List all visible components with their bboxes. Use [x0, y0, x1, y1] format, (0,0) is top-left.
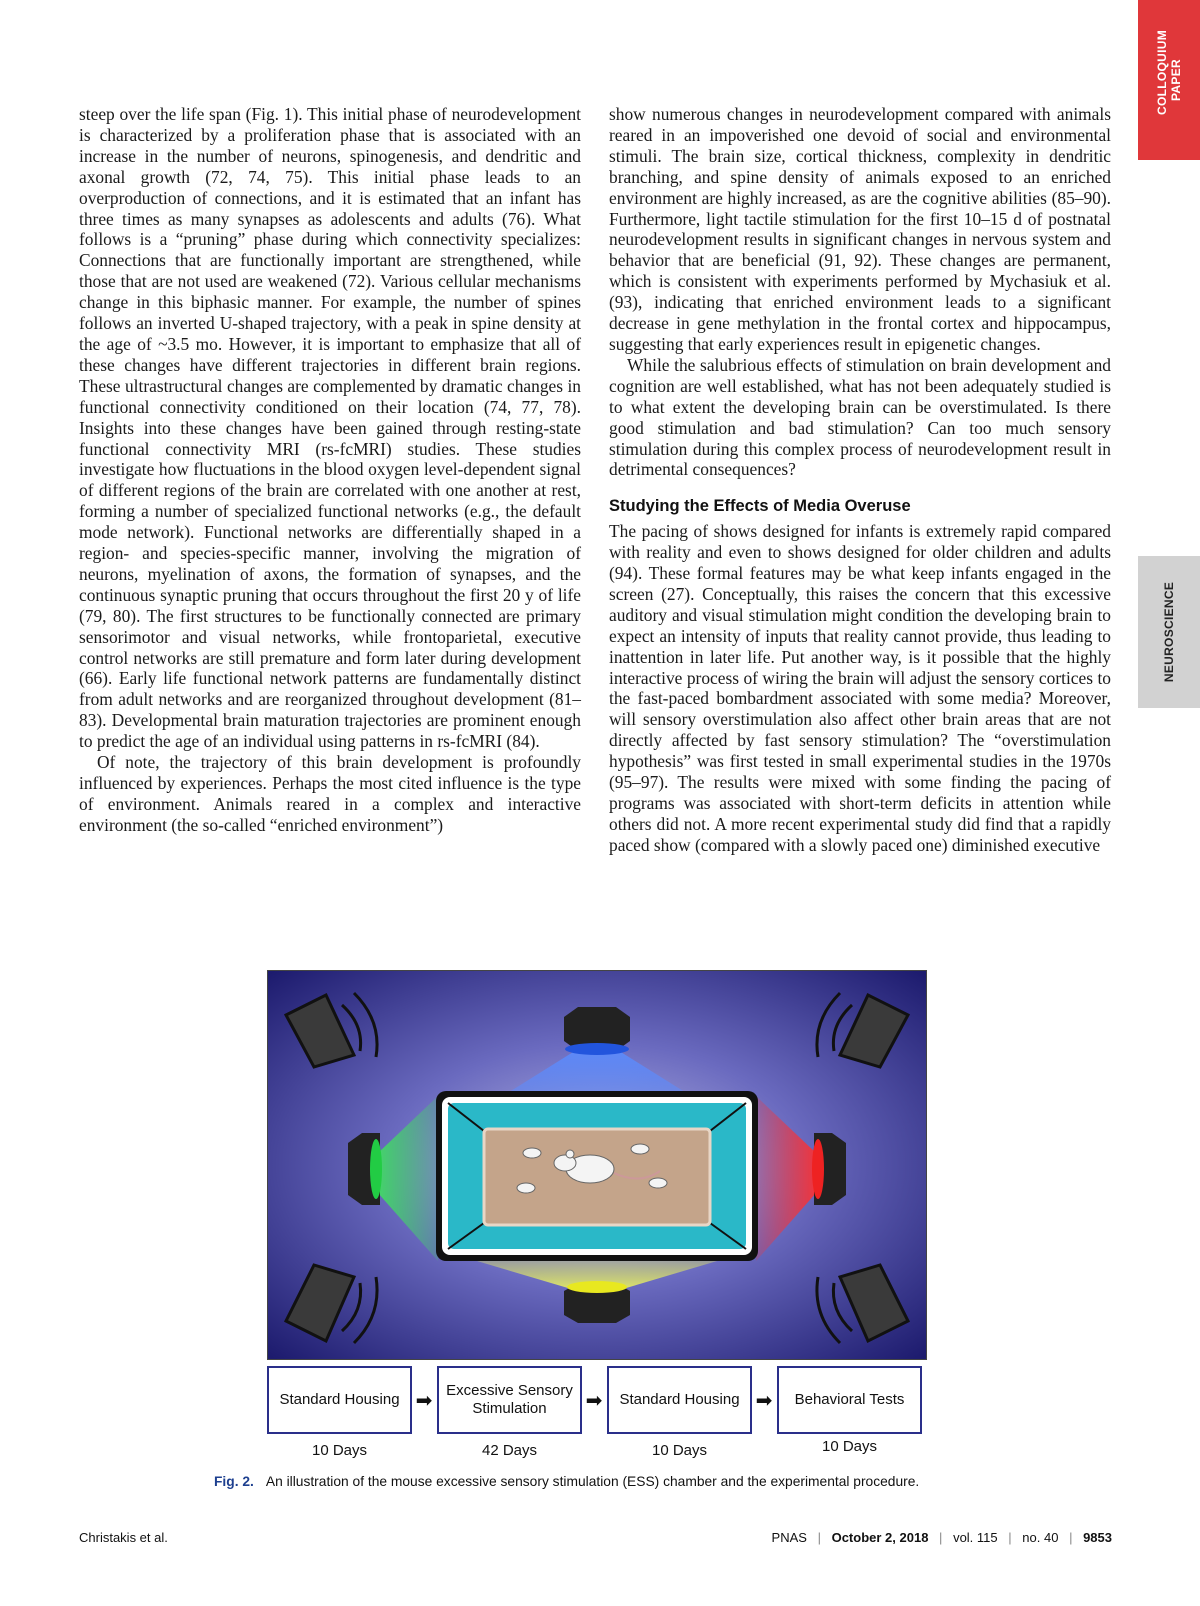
footer-separator: |: [1069, 1530, 1073, 1545]
flow-step-4: Behavioral Tests: [777, 1366, 922, 1434]
flow-step-3: Standard Housing: [607, 1366, 752, 1434]
green-light: [348, 1133, 382, 1205]
footer-separator: |: [817, 1530, 821, 1545]
footer-separator: |: [939, 1530, 943, 1545]
left-paragraph-1: steep over the life span (Fig. 1). This initial phase of neurodevelopment is characterized by a proliferation phase that is associated with an increase in the number of neurons, spinogenesis, and dendritic and axonal growth (72, 74, 75). This initial phase leads to an overproduction of connections, and it is estimated that an infant has three times as many synapses as adolescents and adults (76). What follows is a “pruning” phase during which connectivity specializes: Connections that are functionally important are strengthened, while those that are not used are weakened (72). Various cellular mechanisms change in this biphasic manner. For example, the number of spines follows an inverted U-shaped trajectory, with a peak in spine density at the age of ~3.5 mo. However, it is important to emphasize that all of these changes have different trajectories in different brain regions. These ultrastructural changes are complemented by dramatic changes in functional connectivity conditioned on their location (74, 77, 78). Insights into these changes have been gained through resting-state functional connectivity MRI (rs-fcMRI) studies. These studies investigate how fluctuations in the blood oxygen level-dependent signal of different regions of the brain are correlated with one another at rest, forming a number of specialized functional networks (e.g., the default mode network). Functional networks are differentially shaped in a region- and species-specific manner, involving the migration of neurons, myelination of axons, the formation of synapses, and the continuous synaptic pruning that occurs throughout the first 20 y of life (79, 80). The first structures to be functionally connected are primary sensorimotor and visual networks, while frontoparietal, executive control networks are still premature and form later during development (66). Early life functional network patterns are fundamentally distinct from adult networks and are reorganized throughout development (81–83). Developmental brain maturation trajectories are prominent enough to predict the age of an individual using patterns in rs-fcMRI (84).: [79, 104, 581, 752]
figure-caption-text: An illustration of the mouse excessive sensory stimulation (ESS) chamber and the experimental procedure.: [265, 1474, 920, 1489]
yellow-light: [564, 1281, 630, 1323]
left-paragraph-2: Of note, the trajectory of this brain development is profoundly influenced by experiences. Perhaps the most cited influence is the type of environment. Animals reared in a complex and interactive environment (the so-called “enriched environment”): [79, 752, 581, 835]
flow-step-2: Excessive Sensory Stimulation: [437, 1366, 582, 1434]
figure-label: Fig. 2.: [214, 1474, 254, 1489]
figure-caption: [214, 1474, 1014, 1489]
footer-citation: [772, 1530, 1112, 1545]
right-column: [609, 104, 1111, 856]
right-paragraph-2: While the salubrious effects of stimulation on brain development and cognition are well established, what has not been adequately studied is to what extent the developing brain can be overstimulated. Is there good stimulation and bad stimulation? Can too much sensory stimulation during this complex process of neurodevelopment result in detrimental consequences?: [609, 354, 1111, 480]
left-column: [79, 104, 581, 836]
footer-date: October 2, 2018: [831, 1530, 929, 1545]
flow-step-4-days: 10 Days: [821, 1438, 878, 1455]
section-tab: [1138, 556, 1200, 708]
chamber-drawing: [268, 971, 926, 1359]
footer-authors: Christakis et al.: [79, 1530, 168, 1545]
colloquium-paper-label: COLLOQUIUM PAPER: [1155, 30, 1183, 115]
colloquium-paper-tab: [1138, 0, 1200, 160]
footer-journal: PNAS: [771, 1530, 807, 1545]
section-label: NEUROSCIENCE: [1162, 581, 1176, 683]
right-paragraph-3: The pacing of shows designed for infants is extremely rapid compared with reality and even to shows designed for older children and adults (94). These formal features may be what keep infants engaged in the screen (27). Conceptually, this raises the concern that this excessive auditory and visual stimulation might condition the developing brain to expect an intensity of inputs that reality cannot provide, thus leading to inattention in later life. Put another way, is it possible that the highly interactive process of wiring the brain will adjust the sensory cortices to the fast-paced bombardment associated with some media? Moreover, will sensory overstimulation also affect other brain areas that are not directly affected by fast sensory stimulation? The “overstimulation hypothesis” was first tested in small experimental studies in the 1970s (95–97). The results were mixed with some finding the pacing of programs was associated with short-term deficits in attention while others did not. A more recent experimental study did find that a rapidly paced show (compared with a slowly paced one) diminished executive: [609, 521, 1111, 855]
red-light: [812, 1133, 846, 1205]
flow-step-2-days: 42 Days: [481, 1442, 538, 1459]
footer-page: 9853: [1083, 1530, 1112, 1545]
footer-volume: vol. 115: [953, 1530, 998, 1545]
arrow-right-icon: ➡: [755, 1388, 773, 1412]
section-heading: Studying the Effects of Media Overuse: [609, 497, 911, 516]
right-paragraph-1: show numerous changes in neurodevelopment compared with animals reared in an impoverished one devoid of social and environmental stimuli. The brain size, cortical thickness, complexity in dendritic branching, and spine density of animals exposed to an enriched environment are highly increased, as are the cognitive abilities (85–90). Furthermore, light tactile stimulation for the first 10–15 d of postnatal neurodevelopment results in significant changes in nervous system and behavior that are beneficial (91, 92). These changes are permanent, which is consistent with experiments performed by Mychasiuk et al. (93), indicating that enriched environment leads to a significant decrease in gene methylation in the frontal cortex and hippocampus, suggesting that early experiences result in epigenetic changes.: [609, 104, 1111, 354]
ess-chamber-illustration: [267, 970, 927, 1360]
arrow-right-icon: ➡: [415, 1388, 433, 1412]
footer-separator: |: [1008, 1530, 1012, 1545]
flow-step-1-days: 10 Days: [311, 1442, 368, 1459]
arrow-right-icon: ➡: [585, 1388, 603, 1412]
blue-light: [564, 1007, 630, 1055]
flow-step-1: Standard Housing: [267, 1366, 412, 1434]
flow-step-3-days: 10 Days: [651, 1442, 708, 1459]
footer-issue: no. 40: [1022, 1530, 1059, 1545]
